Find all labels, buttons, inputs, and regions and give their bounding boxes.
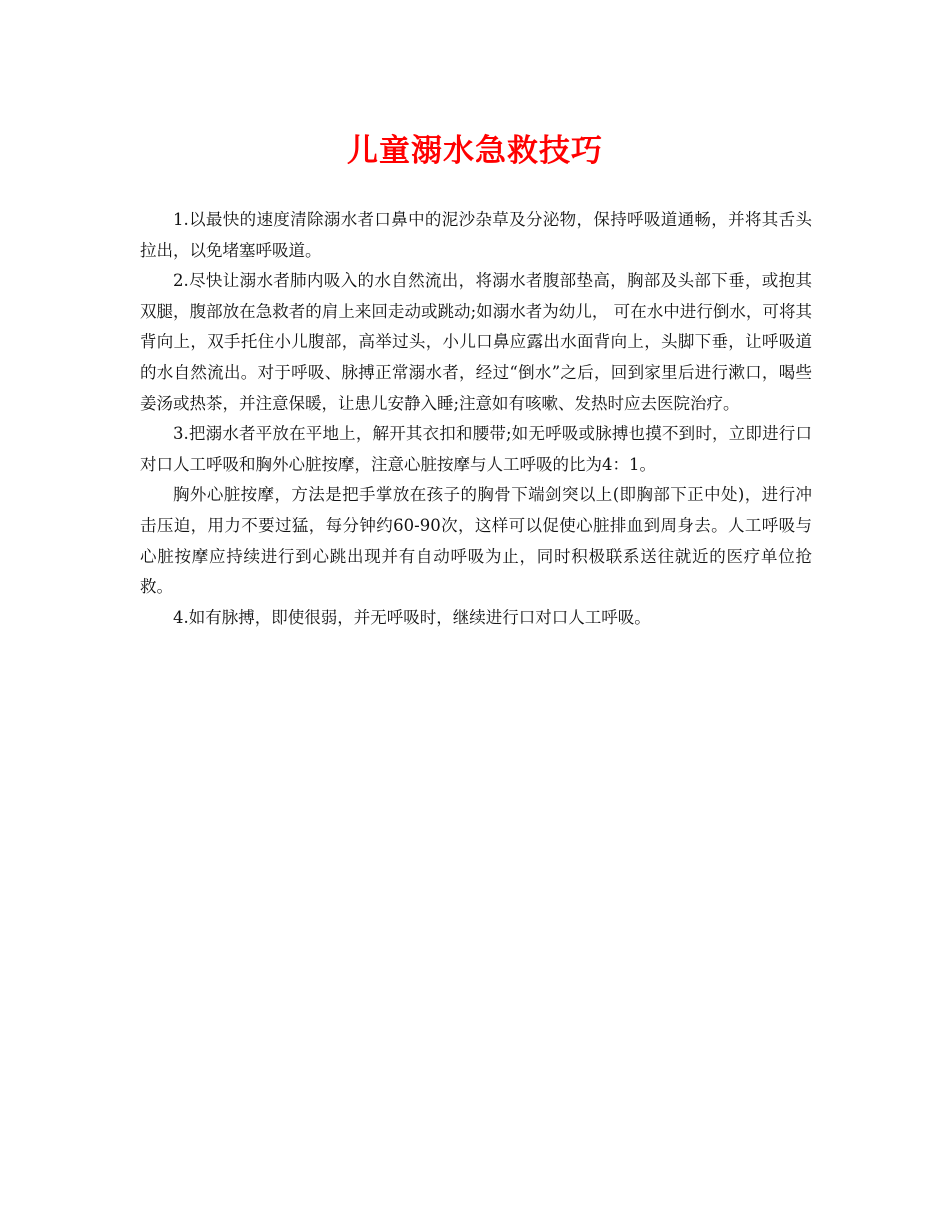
document-title: 儿童溺水急救技巧 (347, 133, 603, 169)
paragraph-1: 1.以最快的速度清除溺水者口鼻中的泥沙杂草及分泌物，保持呼吸道通畅，并将其舌头拉出，以免堵塞呼吸道。 (140, 210, 812, 260)
paragraph-3: 3.把溺水者平放在平地上，解开其衣扣和腰带;如无呼吸或脉搏也摸不到时，立即进行口对口人工呼吸和胸外心脏按摩，注意心脏按摩与人工呼吸的比为4：1。 (140, 424, 812, 474)
paragraph-4: 胸外心脏按摩，方法是把手掌放在孩子的胸骨下端剑突以上(即胸部下正中处)，进行冲击压迫，用力不要过猛，每分钟约60-90次，这样可以促使心脏排血到周身去。人工呼吸与心脏按摩应持续进行到心跳出现并有自动呼吸为止，同时积极联系送往就近的医疗单位抢救。 (140, 485, 812, 597)
paragraph-5: 4.如有脉搏，即使很弱，并无呼吸时，继续进行口对口人工呼吸。 (173, 607, 651, 627)
paragraph-2: 2.尽快让溺水者肺内吸入的水自然流出，将溺水者腹部垫高，胸部及头部下垂，或抱其双腿，腹部放在急救者的肩上来回走动或跳动;如溺水者为幼儿， 可在水中进行倒水，可将其背向上，双手托住小儿腹部，高举过头，小儿口鼻应露出水面背向上，头脚下垂，让呼吸道的水自然流出。对于呼吸、脉搏正常溺水者，经过“倒水”之后，回到家里后进行漱口，喝些姜汤或热茶，并注意保暖，让患儿安静入睡;注意如有咳嗽、发热时应去医院治疗。 (140, 271, 812, 413)
document-body (140, 205, 812, 633)
